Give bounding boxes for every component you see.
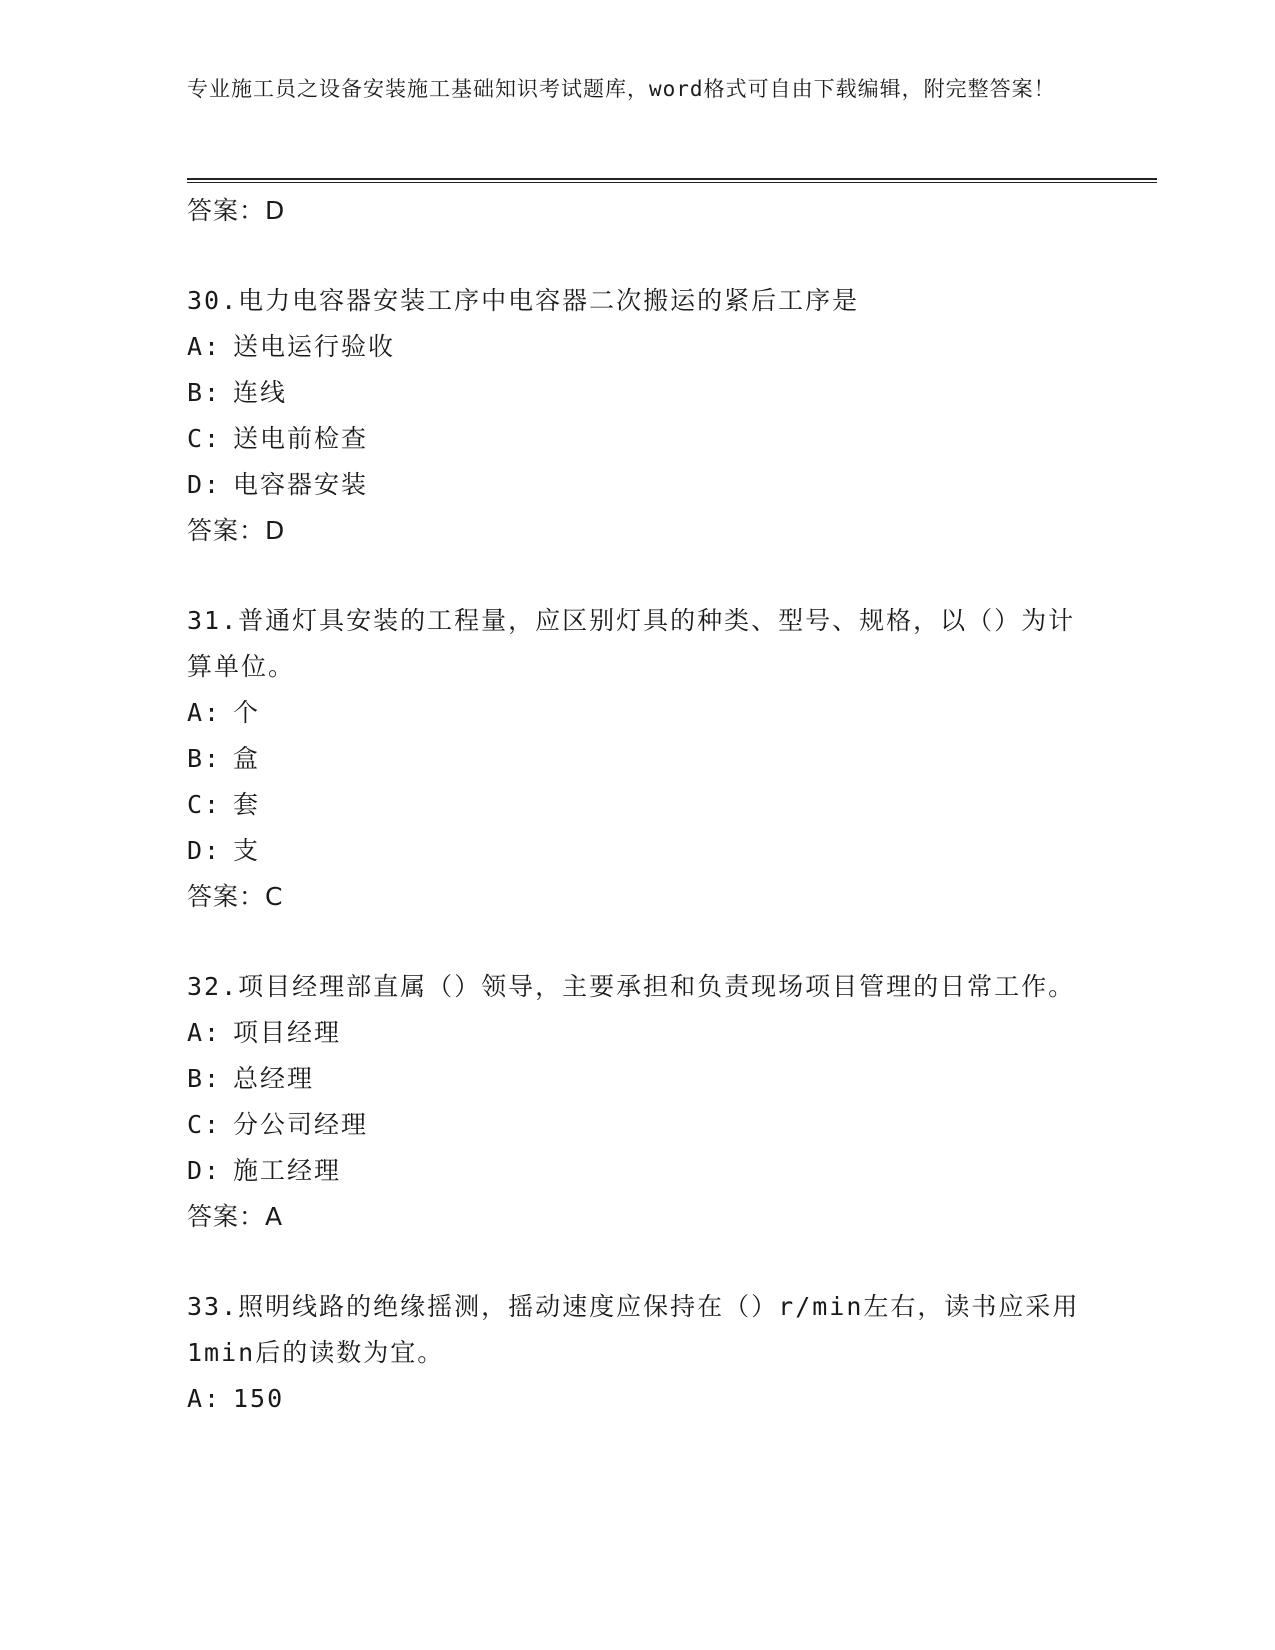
option-b: [187, 1056, 1087, 1102]
option-letter: D:: [187, 836, 222, 865]
answer-line: 答案：A: [187, 1202, 284, 1231]
header-divider: [187, 178, 1157, 183]
option-d: [187, 462, 1087, 508]
option-b: [187, 370, 1087, 416]
option-c: [187, 1102, 1087, 1148]
option-letter: A:: [187, 332, 222, 361]
option-d: [187, 1148, 1087, 1194]
option-text: 分公司经理: [233, 1110, 369, 1139]
option-text: 送电前检查: [233, 424, 369, 453]
option-letter: C:: [187, 424, 222, 453]
option-letter: B:: [187, 1064, 222, 1093]
option-a: [187, 324, 1087, 370]
option-c: [187, 782, 1087, 828]
option-d: [187, 828, 1087, 874]
question-text: 31.普通灯具安装的工程量，应区别灯具的种类、型号、规格，以（）为计算单位。: [187, 606, 1076, 681]
option-letter: A:: [187, 698, 222, 727]
question-text: 30.电力电容器安装工序中电容器二次搬运的紧后工序是: [187, 286, 860, 315]
option-text: 施工经理: [233, 1156, 342, 1185]
option-text: 150: [233, 1384, 285, 1413]
question-list: [187, 188, 1087, 1422]
option-letter: A:: [187, 1384, 222, 1413]
option-text: 电容器安装: [233, 470, 369, 499]
option-letter: B:: [187, 744, 222, 773]
option-text: 套: [233, 790, 261, 819]
option-letter: A:: [187, 1018, 222, 1047]
option-a: [187, 1376, 1087, 1422]
question-text: 33.照明线路的绝缘摇测，摇动速度应保持在（）r/min左右，读书应采用1min后的读数为宜。: [187, 1292, 1080, 1367]
answer-line: 答案：C: [187, 882, 284, 911]
option-text: 送电运行验收: [233, 332, 396, 361]
option-text: 总经理: [233, 1064, 315, 1093]
answer-line: 答案：D: [187, 516, 286, 545]
option-a: [187, 690, 1087, 736]
option-letter: C:: [187, 790, 222, 819]
option-letter: D:: [187, 470, 222, 499]
option-text: 个: [233, 698, 261, 727]
option-text: 支: [233, 836, 261, 865]
option-text: 连线: [233, 378, 288, 407]
option-text: 项目经理: [233, 1018, 342, 1047]
option-letter: B:: [187, 378, 222, 407]
option-text: 盒: [233, 744, 261, 773]
option-c: [187, 416, 1087, 462]
option-b: [187, 736, 1087, 782]
question-text: 32.项目经理部直属（）领导，主要承担和负责现场项目管理的日常工作。: [187, 972, 1076, 1001]
document-header: 专业施工员之设备安装施工基础知识考试题库，word格式可自由下载编辑，附完整答案！: [187, 77, 1056, 101]
option-letter: C:: [187, 1110, 222, 1139]
option-letter: D:: [187, 1156, 222, 1185]
option-a: [187, 1010, 1087, 1056]
answer-line: 答案：D: [187, 196, 286, 225]
